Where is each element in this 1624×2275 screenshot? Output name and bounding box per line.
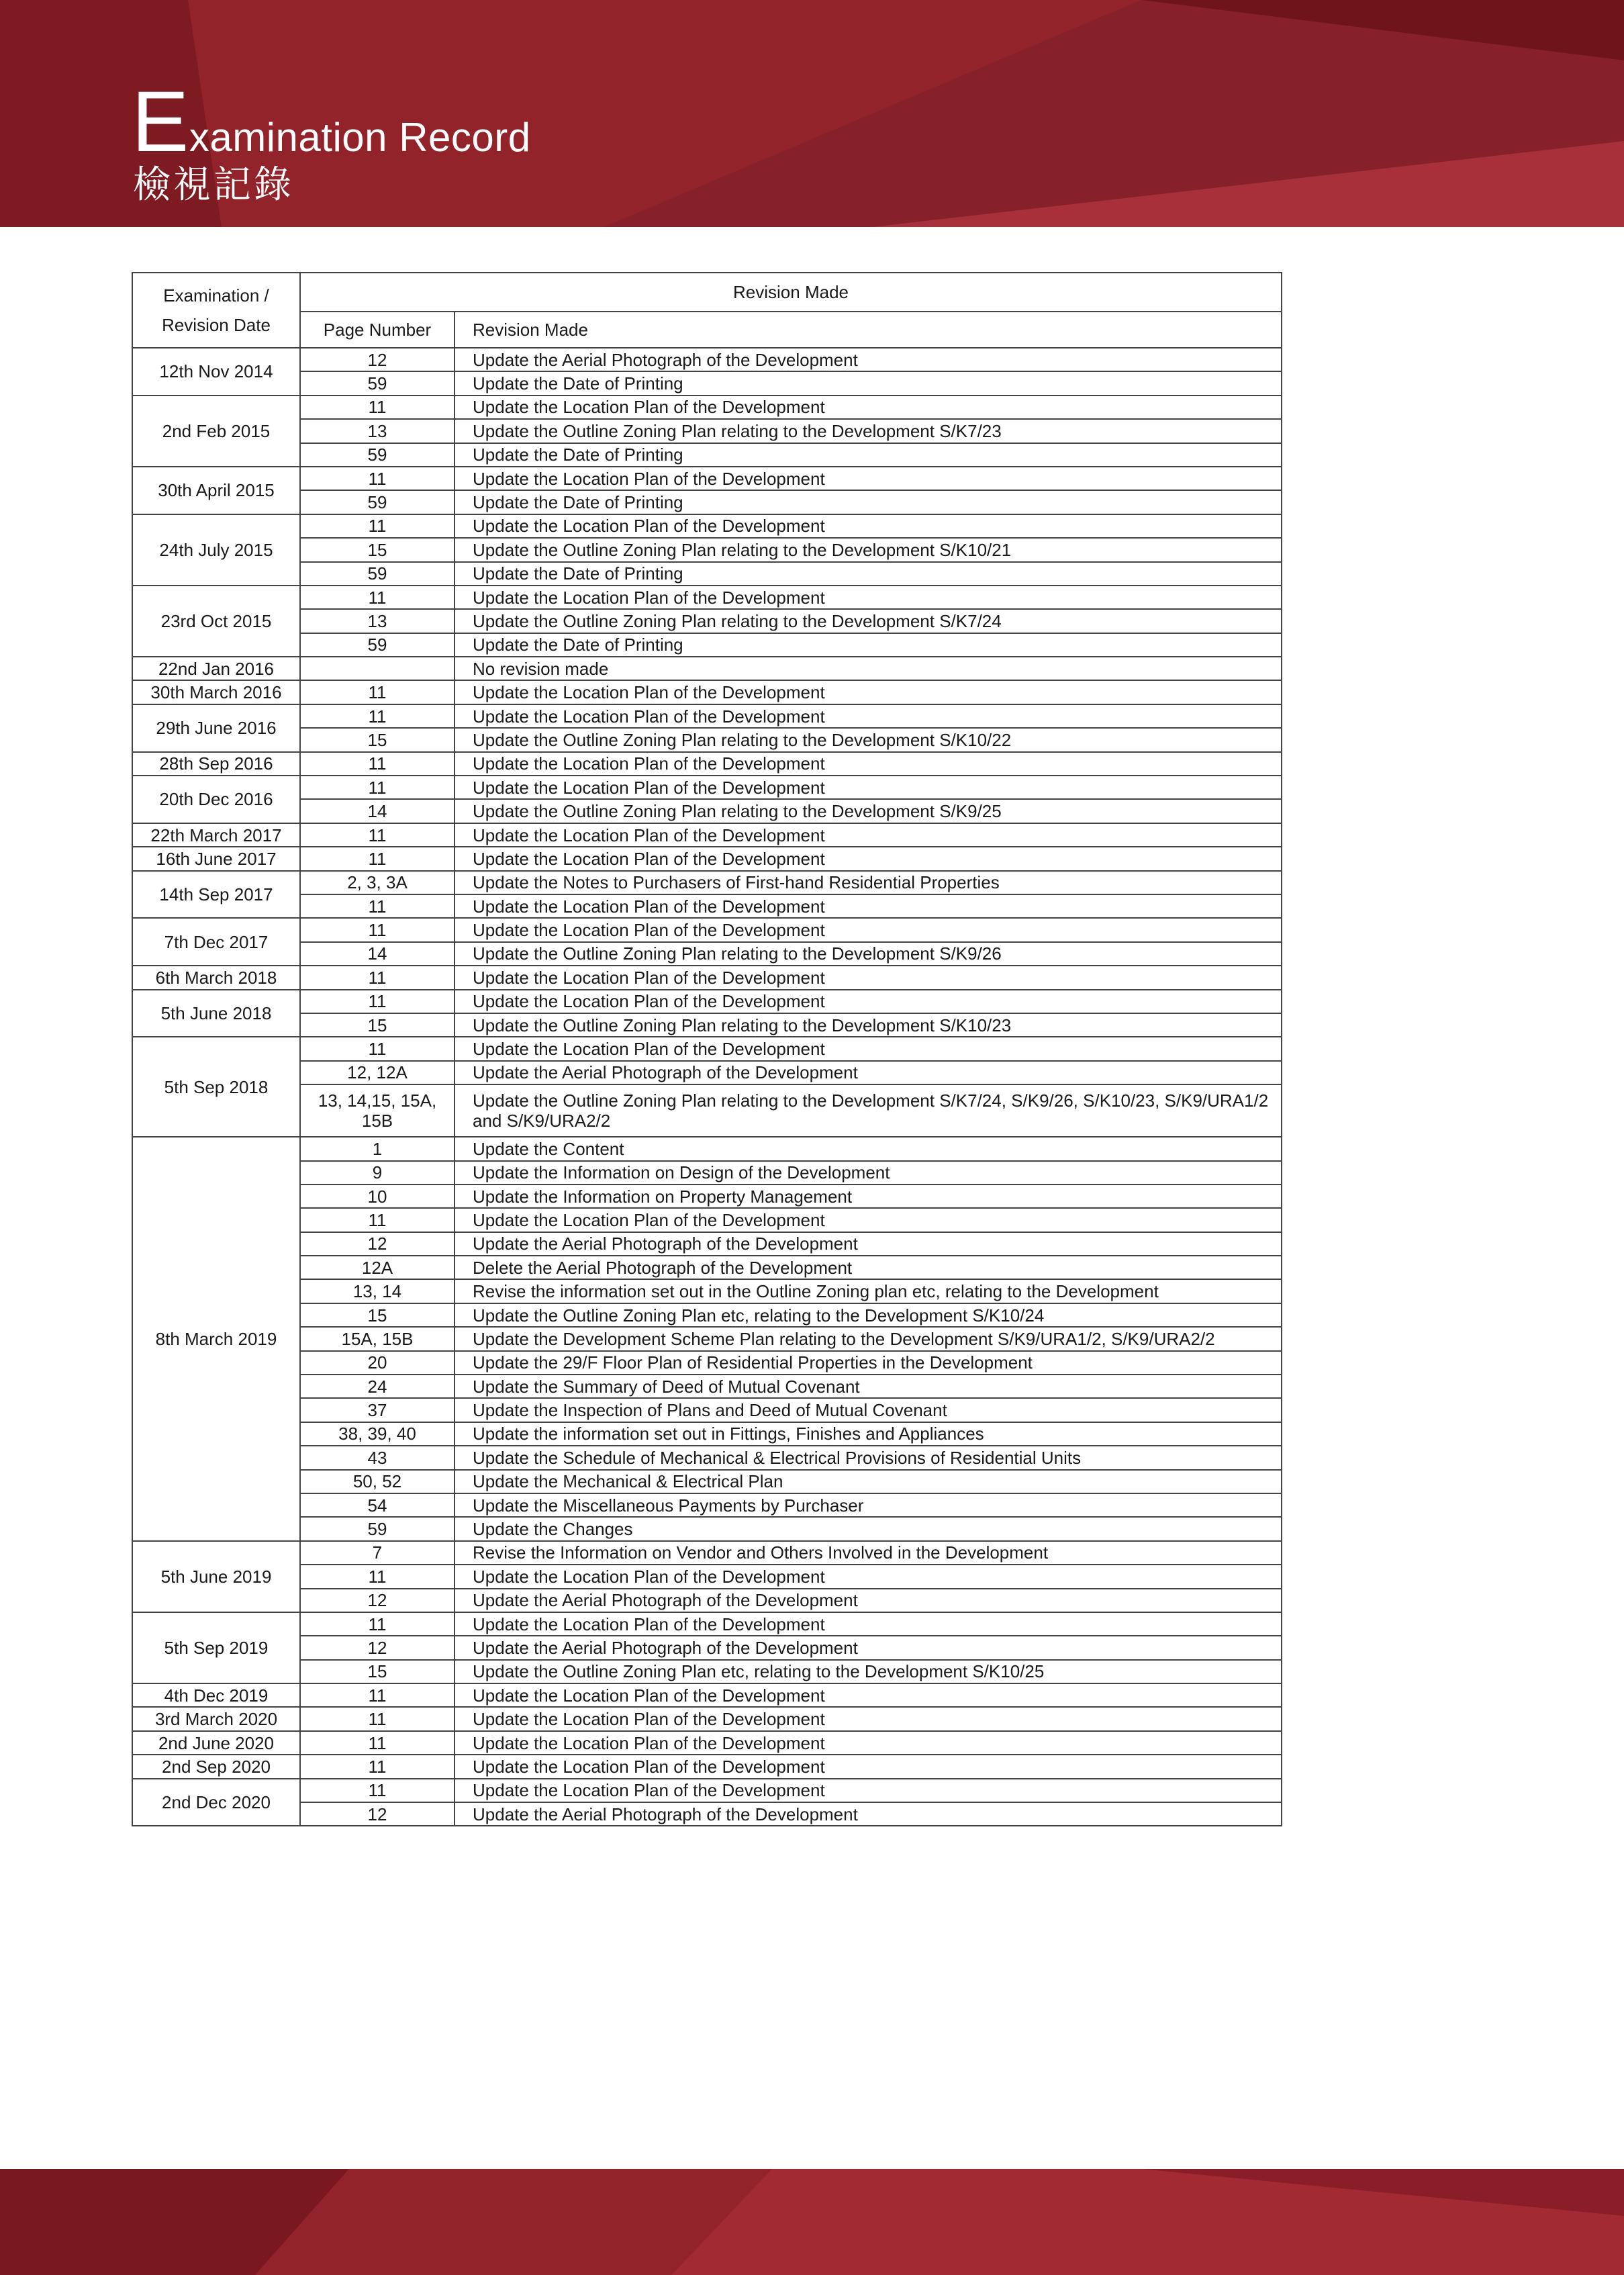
page-number-cell: 50, 52: [300, 1470, 455, 1493]
table-row: [132, 1061, 1282, 1084]
revision-date-cell: 2nd Feb 2015: [132, 396, 300, 467]
table-row: [132, 1636, 1282, 1659]
table-row: [132, 609, 1282, 633]
page-number-cell: 38, 39, 40: [300, 1422, 455, 1446]
page-number-cell: 15: [300, 1303, 455, 1327]
page-number-cell: 37: [300, 1398, 455, 1422]
revision-date-cell: 5th Sep 2018: [132, 1037, 300, 1137]
page-title: [132, 74, 531, 170]
page-title-chinese: 檢視記錄: [133, 163, 294, 207]
page-number-cell: 14: [300, 942, 455, 966]
header-page-number: [300, 312, 455, 348]
page-number-cell: 59: [300, 490, 455, 514]
revision-description-cell: Revise the information set out in the Outline Zoning plan etc, relating to the Development: [455, 1279, 1282, 1303]
page-number-cell: 14: [300, 799, 455, 823]
page-number-cell: 15: [300, 1013, 455, 1037]
revision-description-cell: Update the Location Plan of the Development: [455, 680, 1282, 704]
revision-description-cell: Update the Mechanical & Electrical Plan: [455, 1470, 1282, 1493]
revision-description-cell: Update the Changes: [455, 1517, 1282, 1540]
page-number-cell: 10: [300, 1185, 455, 1208]
page-number-cell: 12: [300, 1589, 455, 1612]
revision-description-cell: Update the Location Plan of the Development: [455, 776, 1282, 799]
footer-decoration: [0, 2169, 1624, 2275]
revision-date-cell: 30th March 2016: [132, 680, 300, 704]
table-row: [132, 443, 1282, 467]
table-row: [132, 1398, 1282, 1422]
page-title-rest: xamination Record: [189, 115, 531, 160]
revision-description-cell: Update the Content: [455, 1137, 1282, 1160]
revision-date-cell: 6th March 2018: [132, 966, 300, 989]
table-body: [132, 348, 1282, 1826]
revision-description-cell: Update the Location Plan of the Development: [455, 396, 1282, 419]
revision-date-cell: 20th Dec 2016: [132, 776, 300, 823]
page-number-cell: 11: [300, 1612, 455, 1636]
page-number-cell: 9: [300, 1161, 455, 1185]
header-date: [132, 273, 300, 348]
page-number-cell: 12: [300, 1636, 455, 1659]
header-revision: [455, 312, 1282, 348]
page-number-cell: 11: [300, 847, 455, 870]
revision-date-cell: 16th June 2017: [132, 847, 300, 870]
table-row: [132, 514, 1282, 538]
table-row: [132, 1755, 1282, 1778]
table-row: [132, 1565, 1282, 1588]
revision-description-cell: Update the Location Plan of the Development: [455, 1707, 1282, 1730]
page-number-cell: 11: [300, 823, 455, 847]
table-row: [132, 728, 1282, 751]
table-row: [132, 799, 1282, 823]
table-row: [132, 1327, 1282, 1350]
page-number-cell: 11: [300, 1779, 455, 1802]
table-row: [132, 633, 1282, 657]
page-header-banner: [0, 0, 1624, 227]
header-revision-group: [300, 273, 1282, 312]
table-row: [132, 586, 1282, 609]
page-number-cell: 12, 12A: [300, 1061, 455, 1084]
revision-date-cell: 4th Dec 2019: [132, 1683, 300, 1707]
revision-description-cell: Update the Location Plan of the Development: [455, 894, 1282, 918]
table-row: [132, 1084, 1282, 1137]
header-page-number-label: Page Number: [323, 320, 432, 340]
page-number-cell: 11: [300, 514, 455, 538]
revision-description-cell: Update the Date of Printing: [455, 443, 1282, 467]
revision-date-cell: 8th March 2019: [132, 1137, 300, 1541]
table-row: [132, 1683, 1282, 1707]
revision-description-cell: Update the Location Plan of the Development: [455, 847, 1282, 870]
revision-description-cell: Update the Information on Property Management: [455, 1185, 1282, 1208]
table-row: [132, 348, 1282, 371]
table-row: [132, 847, 1282, 870]
page-number-cell: 59: [300, 371, 455, 395]
revision-description-cell: Update the Notes to Purchasers of First-hand Residential Properties: [455, 871, 1282, 894]
revision-description-cell: Update the Aerial Photograph of the Development: [455, 348, 1282, 371]
table-row: [132, 704, 1282, 728]
header-revision-label: Revision Made: [473, 320, 588, 340]
table-row: [132, 752, 1282, 776]
table-row: [132, 1137, 1282, 1160]
table-row: [132, 419, 1282, 443]
revision-description-cell: Update the Miscellaneous Payments by Purchaser: [455, 1493, 1282, 1517]
page-number-cell: 13: [300, 609, 455, 633]
page-footer-banner: [0, 2169, 1624, 2275]
table-row: [132, 1037, 1282, 1060]
page-number-cell: 12: [300, 348, 455, 371]
table-row: [132, 396, 1282, 419]
page-number-cell: 11: [300, 704, 455, 728]
page-number-cell: 59: [300, 1517, 455, 1540]
revision-description-cell: Update the Location Plan of the Development: [455, 1208, 1282, 1232]
revision-description-cell: Update the Summary of Deed of Mutual Covenant: [455, 1375, 1282, 1398]
revision-description-cell: Update the Outline Zoning Plan relating to the Development S/K10/21: [455, 538, 1282, 561]
revision-description-cell: Update the Location Plan of the Development: [455, 1612, 1282, 1636]
revision-description-cell: Update the Location Plan of the Development: [455, 1731, 1282, 1755]
revision-description-cell: Update the Location Plan of the Development: [455, 514, 1282, 538]
revision-date-cell: 23rd Oct 2015: [132, 586, 300, 657]
table-row: [132, 942, 1282, 966]
table-row: [132, 538, 1282, 561]
revision-description-cell: Update the Outline Zoning Plan relating to the Development S/K7/24, S/K9/26, S/K10/23, S/K9/URA1/2 and S/K9/URA2/2: [455, 1084, 1282, 1137]
table-row: [132, 918, 1282, 941]
table-row: [132, 966, 1282, 989]
revision-description-cell: Update the Schedule of Mechanical & Electrical Provisions of Residential Units: [455, 1446, 1282, 1469]
table-row: [132, 1256, 1282, 1279]
table-row: [132, 776, 1282, 799]
table-row: [132, 1208, 1282, 1232]
revision-description-cell: Update the Location Plan of the Development: [455, 1565, 1282, 1588]
revision-date-cell: 5th Sep 2019: [132, 1612, 300, 1683]
revision-description-cell: Update the Location Plan of the Development: [455, 704, 1282, 728]
table-row: [132, 657, 1282, 680]
revision-description-cell: Update the Information on Design of the Development: [455, 1161, 1282, 1185]
page-number-cell: 11: [300, 1683, 455, 1707]
revision-description-cell: Update the Outline Zoning Plan relating to the Development S/K7/23: [455, 419, 1282, 443]
page-number-cell: 11: [300, 1037, 455, 1060]
table-row: [132, 990, 1282, 1013]
table-row: [132, 1517, 1282, 1540]
page-number-cell: 59: [300, 633, 455, 657]
table-row: [132, 1422, 1282, 1446]
revision-description-cell: Revise the Information on Vendor and Others Involved in the Development: [455, 1541, 1282, 1565]
header-date-label: Examination / Revision Date: [162, 285, 271, 335]
page-number-cell: 11: [300, 966, 455, 989]
page-number-cell: 12A: [300, 1256, 455, 1279]
table-row: [132, 1013, 1282, 1037]
table-row: [132, 1612, 1282, 1636]
revision-description-cell: Update the Inspection of Plans and Deed of Mutual Covenant: [455, 1398, 1282, 1422]
page-number-cell: 11: [300, 1707, 455, 1730]
revision-description-cell: Update the Location Plan of the Development: [455, 990, 1282, 1013]
revision-description-cell: Update the Aerial Photograph of the Development: [455, 1589, 1282, 1612]
revision-description-cell: Update the Outline Zoning Plan relating to the Development S/K9/25: [455, 799, 1282, 823]
table-row: [132, 1802, 1282, 1826]
page-number-cell: 11: [300, 1755, 455, 1778]
revision-description-cell: Delete the Aerial Photograph of the Development: [455, 1256, 1282, 1279]
table-row: [132, 1779, 1282, 1802]
page-number-cell: 11: [300, 918, 455, 941]
revision-description-cell: Update the Location Plan of the Development: [455, 1037, 1282, 1060]
page-number-cell: 11: [300, 752, 455, 776]
revision-description-cell: Update the Date of Printing: [455, 371, 1282, 395]
revision-description-cell: Update the Outline Zoning Plan relating to the Development S/K7/24: [455, 609, 1282, 633]
revision-description-cell: Update the Location Plan of the Development: [455, 752, 1282, 776]
table-row: [132, 871, 1282, 894]
table-row: [132, 1541, 1282, 1565]
table-row: [132, 1493, 1282, 1517]
table-row: [132, 894, 1282, 918]
page-number-cell: 11: [300, 680, 455, 704]
revision-date-cell: 22nd Jan 2016: [132, 657, 300, 680]
page-number-cell: 11: [300, 1731, 455, 1755]
page-number-cell: 15: [300, 728, 455, 751]
table-row: [132, 1161, 1282, 1185]
revision-description-cell: Update the 29/F Floor Plan of Residential Properties in the Development: [455, 1351, 1282, 1375]
revision-description-cell: Update the Aerial Photograph of the Development: [455, 1061, 1282, 1084]
table-row: [132, 490, 1282, 514]
revision-date-cell: 7th Dec 2017: [132, 918, 300, 966]
page-number-cell: 59: [300, 562, 455, 586]
table-header: [132, 273, 1282, 348]
revision-description-cell: Update the Aerial Photograph of the Development: [455, 1802, 1282, 1826]
revision-description-cell: Update the Outline Zoning Plan etc, relating to the Development S/K10/24: [455, 1303, 1282, 1327]
page-number-cell: 11: [300, 1565, 455, 1588]
revision-date-cell: 2nd Dec 2020: [132, 1779, 300, 1826]
revision-description-cell: Update the Aerial Photograph of the Development: [455, 1636, 1282, 1659]
revision-description-cell: Update the Outline Zoning Plan relating to the Development S/K9/26: [455, 942, 1282, 966]
revision-date-cell: 30th April 2015: [132, 467, 300, 514]
revision-description-cell: Update the Development Scheme Plan relating to the Development S/K9/URA1/2, S/K9/URA2/2: [455, 1327, 1282, 1350]
revision-description-cell: Update the Location Plan of the Development: [455, 966, 1282, 989]
table-row: [132, 1660, 1282, 1683]
table-row: [132, 823, 1282, 847]
revision-description-cell: Update the Date of Printing: [455, 633, 1282, 657]
revision-date-cell: 12th Nov 2014: [132, 348, 300, 396]
page-number-cell: 54: [300, 1493, 455, 1517]
table-row: [132, 1351, 1282, 1375]
page-number-cell: 11: [300, 894, 455, 918]
revision-description-cell: Update the Location Plan of the Development: [455, 1755, 1282, 1778]
revision-description-cell: Update the Date of Printing: [455, 490, 1282, 514]
table-row: [132, 1303, 1282, 1327]
header-revision-group-label: Revision Made: [733, 282, 849, 302]
page-number-cell: 11: [300, 776, 455, 799]
page-number-cell: 15A, 15B: [300, 1327, 455, 1350]
revision-description-cell: Update the Location Plan of the Development: [455, 586, 1282, 609]
table-row: [132, 1731, 1282, 1755]
revision-date-cell: 14th Sep 2017: [132, 871, 300, 919]
page-number-cell: 20: [300, 1351, 455, 1375]
page-number-cell: 11: [300, 1208, 455, 1232]
page-number-cell: 43: [300, 1446, 455, 1469]
revision-description-cell: Update the Location Plan of the Development: [455, 918, 1282, 941]
revision-description-cell: Update the information set out in Fittings, Finishes and Appliances: [455, 1422, 1282, 1446]
revision-date-cell: 28th Sep 2016: [132, 752, 300, 776]
page-number-cell: 24: [300, 1375, 455, 1398]
revision-date-cell: 2nd Sep 2020: [132, 1755, 300, 1778]
page-number-cell: 7: [300, 1541, 455, 1565]
table-row: [132, 1707, 1282, 1730]
page-number-cell: 15: [300, 1660, 455, 1683]
table-row: [132, 562, 1282, 586]
page-number-cell: 15: [300, 538, 455, 561]
table-row: [132, 1232, 1282, 1256]
page-number-cell: 12: [300, 1232, 455, 1256]
table-row: [132, 680, 1282, 704]
page-number-cell: 11: [300, 467, 455, 490]
page-number-cell: [300, 657, 455, 680]
revision-description-cell: Update the Location Plan of the Development: [455, 1779, 1282, 1802]
revision-description-cell: Update the Aerial Photograph of the Development: [455, 1232, 1282, 1256]
table-row: [132, 1446, 1282, 1469]
page-number-cell: 11: [300, 990, 455, 1013]
page-number-cell: 12: [300, 1802, 455, 1826]
revision-description-cell: Update the Location Plan of the Development: [455, 823, 1282, 847]
revision-description-cell: No revision made: [455, 657, 1282, 680]
page-title-initial: E: [132, 74, 189, 170]
revision-description-cell: Update the Date of Printing: [455, 562, 1282, 586]
revision-date-cell: 5th June 2019: [132, 1541, 300, 1612]
table-row: [132, 1375, 1282, 1398]
revision-date-cell: 24th July 2015: [132, 514, 300, 586]
page-number-cell: 1: [300, 1137, 455, 1160]
page-number-cell: 13, 14: [300, 1279, 455, 1303]
page-number-cell: 11: [300, 396, 455, 419]
page-number-cell: 2, 3, 3A: [300, 871, 455, 894]
page-number-cell: 13: [300, 419, 455, 443]
revision-description-cell: Update the Outline Zoning Plan relating to the Development S/K10/23: [455, 1013, 1282, 1037]
table-row: [132, 1185, 1282, 1208]
revision-date-cell: 22th March 2017: [132, 823, 300, 847]
table-row: [132, 1470, 1282, 1493]
page-number-cell: 11: [300, 586, 455, 609]
page-number-cell: 13, 14,15, 15A, 15B: [300, 1084, 455, 1137]
revision-description-cell: Update the Location Plan of the Development: [455, 467, 1282, 490]
revision-date-cell: 3rd March 2020: [132, 1707, 300, 1730]
table-row: [132, 467, 1282, 490]
examination-record-table: [132, 272, 1282, 1826]
revision-date-cell: 2nd June 2020: [132, 1731, 300, 1755]
table-row: [132, 1589, 1282, 1612]
revision-description-cell: Update the Outline Zoning Plan etc, relating to the Development S/K10/25: [455, 1660, 1282, 1683]
page-number-cell: 59: [300, 443, 455, 467]
revision-description-cell: Update the Outline Zoning Plan relating to the Development S/K10/22: [455, 728, 1282, 751]
revision-date-cell: 29th June 2016: [132, 704, 300, 752]
revision-date-cell: 5th June 2018: [132, 990, 300, 1037]
table-row: [132, 1279, 1282, 1303]
revision-description-cell: Update the Location Plan of the Development: [455, 1683, 1282, 1707]
table-row: [132, 371, 1282, 395]
